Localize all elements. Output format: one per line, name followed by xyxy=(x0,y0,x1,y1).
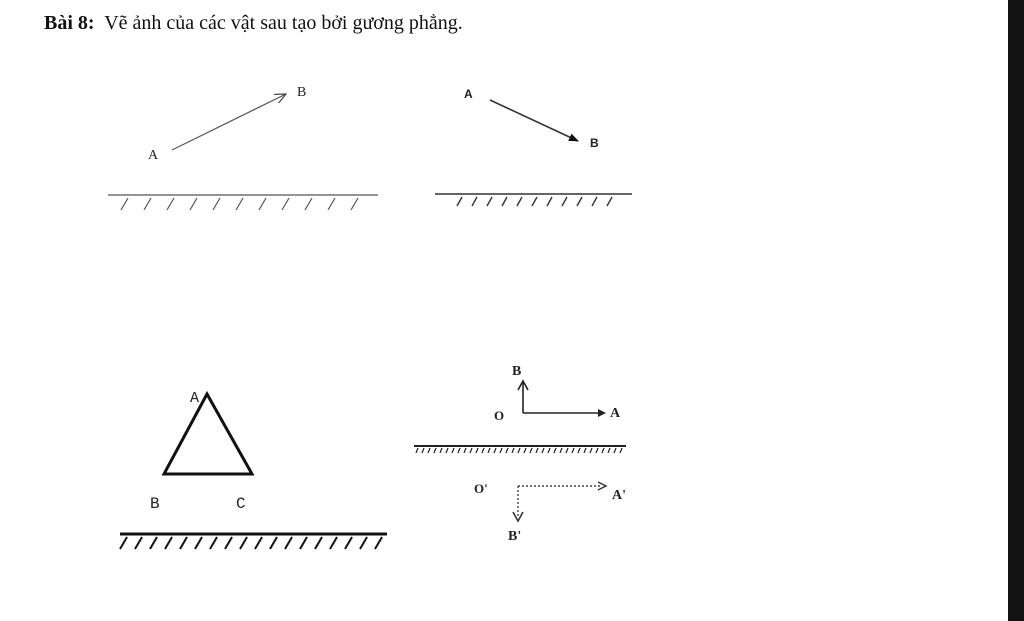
label-b-3: B xyxy=(150,495,160,513)
figure-3 xyxy=(120,390,387,549)
mirror-3 xyxy=(120,534,387,549)
label-a-4: A xyxy=(610,406,621,421)
label-a-2: A xyxy=(464,87,473,101)
mirror-1 xyxy=(108,195,378,210)
image-oba xyxy=(518,486,600,516)
object-oba xyxy=(518,381,600,413)
arrowhead-b-image xyxy=(513,512,523,521)
label-c-3: C xyxy=(236,495,246,513)
label-b-1: B xyxy=(297,85,307,100)
window-edge xyxy=(1008,0,1024,621)
figure-2 xyxy=(435,87,632,206)
label-a-prime: A' xyxy=(612,488,626,503)
exercise-instruction: Vẽ ảnh của các vật sau tạo bởi gương phẳng. xyxy=(104,12,463,34)
mirror-4 xyxy=(414,446,626,453)
figure-4 xyxy=(414,364,626,544)
exercise-title: Bài 8: Vẽ ảnh của các vật sau tạo bởi gương phẳng. xyxy=(44,12,463,34)
arrowhead-a xyxy=(598,409,606,417)
label-a-1: A xyxy=(148,148,159,163)
exercise-number: Bài 8 xyxy=(44,12,88,34)
mirror-2 xyxy=(435,194,632,206)
vector-ab-1 xyxy=(172,94,286,150)
label-b-prime: B' xyxy=(508,529,522,544)
label-b-4: B xyxy=(512,364,522,379)
triangle-abc xyxy=(164,394,252,474)
vector-ab-2 xyxy=(490,100,578,141)
figure-1 xyxy=(108,85,378,210)
label-a-3: A xyxy=(190,390,200,407)
label-o-4: O xyxy=(494,408,505,423)
label-b-2: B xyxy=(590,136,599,150)
label-o-prime: O' xyxy=(474,481,488,496)
